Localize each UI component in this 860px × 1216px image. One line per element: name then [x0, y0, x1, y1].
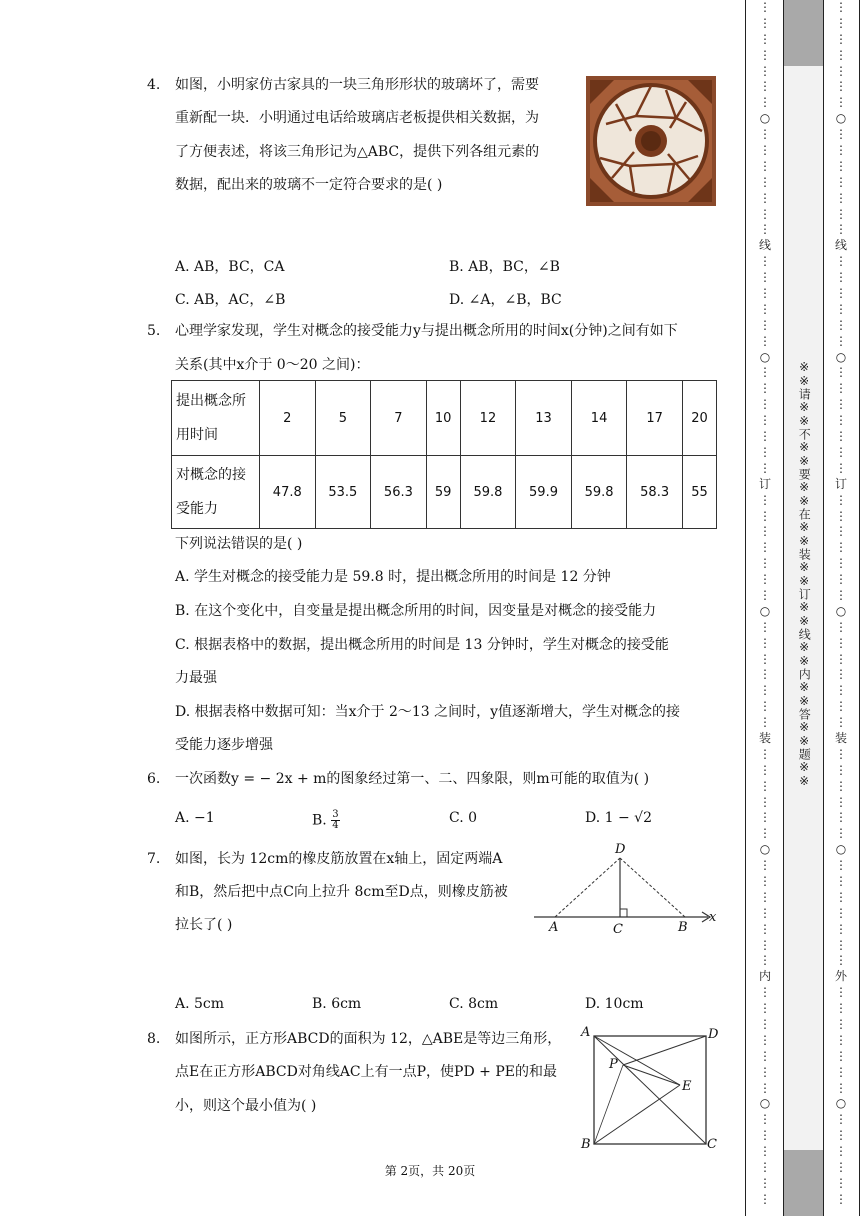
q6-option-a: A. −1 — [175, 810, 215, 826]
binding-dots: ⋮ — [759, 1064, 771, 1079]
binding-dots: ⋮ — [759, 1144, 771, 1159]
binding-dots: ⋮ — [835, 1144, 847, 1159]
inner-binding-column — [828, 0, 854, 1216]
binding-dots: ⋮ — [835, 47, 847, 62]
binding-dots: ⋮ — [835, 858, 847, 873]
q5-number: 5. — [147, 323, 161, 339]
binding-dots: ⋮ — [759, 524, 771, 539]
binding-dots: ⋮ — [835, 826, 847, 841]
binding-dots: ⋮ — [759, 937, 771, 952]
binding-dots: ⋮ — [759, 301, 771, 316]
binding-dots: ⋮ — [835, 429, 847, 444]
binding-dots: ⋮ — [835, 937, 847, 952]
binding-circle: ○ — [835, 349, 847, 364]
binding-dots: ⋮ — [759, 143, 771, 158]
binding-dots: ⋮ — [835, 587, 847, 602]
q5-option-a: A. 学生对概念的接受能力是 59.8 时，提出概念所用的时间是 12 分钟 — [175, 569, 611, 585]
binding-dots: ⋮ — [759, 79, 771, 94]
binding-dots: ⋮ — [835, 158, 847, 173]
binding-dots: ⋮ — [835, 1128, 847, 1143]
binding-dots: ⋮ — [835, 715, 847, 730]
binding-dots: ⋮ — [835, 1001, 847, 1016]
binding-dots: ⋮ — [835, 683, 847, 698]
q8-number: 8. — [147, 1031, 161, 1047]
binding-dots: ⋮ — [835, 460, 847, 475]
binding-dots: ⋮ — [759, 286, 771, 301]
table-row-ability — [172, 456, 717, 529]
binding-dots: ⋮ — [835, 174, 847, 189]
binding-dots: ⋮ — [835, 254, 847, 269]
table-cell: 56.3 — [371, 456, 427, 529]
binding-circle: ○ — [835, 842, 847, 857]
binding-dots: ⋮ — [759, 667, 771, 682]
binding-dots: ⋮ — [759, 222, 771, 237]
q4-option-d: D. ∠A，∠B，BC — [449, 292, 562, 308]
table-cell: 20 — [682, 381, 716, 456]
binding-dots: ⋮ — [835, 746, 847, 761]
binding-dots: ⋮ — [759, 683, 771, 698]
binding-dots: ⋮ — [835, 778, 847, 793]
binding-dots: ⋮ — [835, 794, 847, 809]
binding-dots: ⋮ — [759, 556, 771, 571]
binding-dots: ⋮ — [759, 905, 771, 920]
q5-option-b: B. 在这个变化中，自变量是提出概念所用的时间，因变量是对概念的接受能力 — [175, 603, 657, 619]
q6-line: 一次函数y = − 2x + m的图象经过第一、二、四象限，则m可能的取值为( ) — [175, 771, 650, 787]
binding-dots: ⋮ — [759, 127, 771, 142]
q7-line-3: 拉长了( ) — [175, 917, 233, 933]
q5-option-c-cont: 力最强 — [175, 670, 217, 686]
binding-dots: ⋮ — [759, 699, 771, 714]
binding-dots: ⋮ — [835, 143, 847, 158]
binding-dots: ⋮ — [835, 905, 847, 920]
binding-dots: ⋮ — [759, 587, 771, 602]
table-cell: 59.8 — [571, 456, 627, 529]
binding-circle: ○ — [835, 1096, 847, 1111]
binding-dots: ⋮ — [835, 1191, 847, 1206]
binding-dots: ⋮ — [835, 667, 847, 682]
q7-option-b: B. 6cm — [312, 996, 362, 1012]
binding-dots: ⋮ — [835, 1017, 847, 1031]
binding-dots: ⋮ — [835, 1032, 847, 1047]
binding-dots: ⋮ — [835, 1112, 847, 1127]
binding-dots: ⋮ — [835, 873, 847, 888]
binding-dots: ⋮ — [759, 810, 771, 825]
binding-dots: ⋮ — [835, 79, 847, 94]
q5-line-2: 关系(其中x介于 0～20 之间)： — [175, 357, 370, 373]
binding-dots: ⋮ — [759, 1128, 771, 1143]
binding-dots: ⋮ — [759, 47, 771, 62]
binding-dots: ⋮ — [835, 190, 847, 205]
binding-dots: ⋮ — [759, 365, 771, 380]
binding-dots: ⋮ — [835, 381, 847, 396]
table-cell: 2 — [260, 381, 316, 456]
q4-line-3: 了方便表述，将该三角形记为△ABC，提供下列各组元素的 — [175, 144, 540, 160]
q6-number: 6. — [147, 771, 161, 787]
binding-dots: ⋮ — [759, 540, 771, 555]
table-cell: 13 — [516, 381, 572, 456]
binding-dots: ⋮ — [835, 15, 847, 30]
binding-dots: ⋮ — [835, 270, 847, 285]
binding-label: 线 — [834, 238, 847, 253]
binding-dots: ⋮ — [759, 1048, 771, 1063]
binding-dots: ⋮ — [759, 413, 771, 428]
binding-dots: ⋮ — [835, 635, 847, 650]
binding-dots: ⋮ — [759, 444, 771, 459]
q5-line-1: 心理学家发现，学生对概念的接受能力y与提出概念所用的时间x(分钟)之间有如下 — [175, 323, 678, 339]
q7-number: 7. — [147, 851, 161, 867]
q7-line-2: 和B，然后把中点C向上拉升 8cm至D点，则橡皮筋被 — [175, 884, 508, 900]
label-b: B — [678, 920, 688, 935]
binding-dots: ⋮ — [759, 397, 771, 412]
q6-option-b: B. $\frac{3}{4}$ — [312, 809, 339, 831]
table-row-time — [172, 381, 717, 456]
label-c: C — [613, 922, 623, 937]
binding-dots: ⋮ — [835, 286, 847, 301]
binding-dots: ⋮ — [835, 63, 847, 78]
q6-option-c: C. 0 — [449, 810, 478, 826]
q7-line-1: 如图，长为 12cm的橡皮筋放置在x轴上，固定两端A — [175, 851, 503, 867]
table-cell: 59.9 — [516, 456, 572, 529]
binding-dots: ⋮ — [759, 174, 771, 189]
page-footer: 第 2页，共 20页 — [384, 1164, 476, 1178]
binding-circle: ○ — [759, 1096, 771, 1111]
binding-dots: ⋮ — [759, 762, 771, 777]
binding-dots: ⋮ — [835, 889, 847, 904]
q4-option-b: B. AB，BC，∠B — [449, 259, 560, 275]
binding-dots: ⋮ — [759, 635, 771, 650]
binding-dots: ⋮ — [835, 127, 847, 142]
binding-dots: ⋮ — [759, 1191, 771, 1206]
binding-dots: ⋮ — [759, 429, 771, 444]
binding-dots: ⋮ — [835, 699, 847, 714]
binding-dots: ⋮ — [835, 540, 847, 555]
binding-dots: ⋮ — [835, 444, 847, 459]
label-d: D — [615, 842, 626, 857]
binding-dots: ⋮ — [835, 508, 847, 523]
table-header-ability: 对概念的接受能力 — [172, 456, 260, 529]
binding-dots: ⋮ — [759, 873, 771, 888]
binding-dots: ⋮ — [835, 1175, 847, 1190]
q5-data-table — [171, 380, 717, 529]
binding-dots: ⋮ — [759, 190, 771, 205]
binding-dots: ⋮ — [835, 317, 847, 332]
binding-dots: ⋮ — [835, 556, 847, 571]
binding-border-left — [745, 0, 746, 1216]
q4-option-c: C. AB，AC，∠B — [175, 292, 286, 308]
binding-dots: ⋮ — [835, 1160, 847, 1175]
binding-label: 订 — [758, 476, 771, 491]
label-d: D — [708, 1027, 719, 1042]
binding-circle: ○ — [835, 603, 847, 618]
binding-circle: ○ — [759, 349, 771, 364]
binding-band-edge — [823, 0, 824, 1216]
binding-dots: ⋮ — [759, 826, 771, 841]
binding-circle: ○ — [835, 111, 847, 126]
binding-dots: ⋮ — [759, 921, 771, 936]
binding-dots: ⋮ — [759, 158, 771, 173]
binding-label: 订 — [834, 476, 847, 491]
table-cell: 47.8 — [260, 456, 316, 529]
binding-dots: ⋮ — [759, 619, 771, 634]
binding-dots: ⋮ — [835, 1064, 847, 1079]
table-cell: 59 — [426, 456, 460, 529]
label-p: P — [609, 1057, 618, 1072]
q7-option-a: A. 5cm — [175, 996, 225, 1012]
square-figure — [578, 1025, 723, 1155]
binding-dots: ⋮ — [759, 858, 771, 873]
binding-circle: ○ — [759, 842, 771, 857]
binding-dots: ⋮ — [835, 222, 847, 237]
binding-dots: ⋮ — [835, 651, 847, 666]
label-a: A — [549, 920, 559, 935]
binding-dots: ⋮ — [759, 985, 771, 1000]
table-cell: 7 — [371, 381, 427, 456]
outer-binding-column — [752, 0, 778, 1216]
binding-dots: ⋮ — [759, 746, 771, 761]
binding-warning-text: ※※请※※不※※要※※在※※装※※订※※线※※内※※答※※题※※ — [797, 360, 812, 788]
binding-dots: ⋮ — [759, 15, 771, 30]
label-b: B — [581, 1137, 591, 1152]
q4-line-4: 数据，配出来的玻璃不一定符合要求的是( ) — [175, 177, 443, 193]
q8-line-1: 如图所示，正方形ABCD的面积为 12，△ABE是等边三角形， — [175, 1031, 562, 1047]
binding-circle: ○ — [759, 111, 771, 126]
q5-option-d: D. 根据表格中数据可知：当x介于 2～13 之间时，y值逐渐增大，学生对概念的接 — [175, 704, 681, 720]
q7-option-d: D. 10cm — [585, 996, 644, 1012]
binding-dots: ⋮ — [759, 778, 771, 793]
table-header-time: 提出概念所用时间 — [172, 381, 260, 456]
binding-warning — [793, 360, 815, 791]
binding-dots: ⋮ — [759, 1001, 771, 1016]
binding-dots: ⋮ — [835, 1048, 847, 1063]
binding-dots: ⋮ — [759, 572, 771, 587]
binding-dots: ⋮ — [835, 1080, 847, 1095]
binding-dots: ⋮ — [835, 921, 847, 936]
binding-dots: ⋮ — [759, 889, 771, 904]
binding-label: 装 — [834, 730, 847, 745]
binding-dots: ⋮ — [759, 953, 771, 968]
lattice-glass-picture — [586, 76, 716, 206]
table-cell: 10 — [426, 381, 460, 456]
binding-dots: ⋮ — [835, 0, 847, 14]
binding-dots: ⋮ — [759, 1175, 771, 1190]
binding-label: 线 — [758, 238, 771, 253]
binding-dots: ⋮ — [759, 1080, 771, 1095]
label-e: E — [682, 1079, 692, 1094]
binding-dots: ⋮ — [835, 619, 847, 634]
q8-line-3: 小，则这个最小值为( ) — [175, 1098, 317, 1114]
binding-dots: ⋮ — [759, 508, 771, 523]
binding-dots: ⋮ — [759, 95, 771, 110]
fraction-three-quarters: $\frac{3}{4}$ — [332, 809, 339, 831]
table-cell: 14 — [571, 381, 627, 456]
binding-dots: ⋮ — [835, 524, 847, 539]
q5-option-d-cont: 受能力逐步增强 — [175, 737, 273, 753]
binding-dots: ⋮ — [759, 333, 771, 348]
binding-dots: ⋮ — [759, 270, 771, 285]
binding-dots: ⋮ — [835, 492, 847, 507]
binding-dots: ⋮ — [835, 397, 847, 412]
binding-dots: ⋮ — [835, 365, 847, 380]
binding-dots: ⋮ — [759, 492, 771, 507]
binding-dots: ⋮ — [759, 317, 771, 332]
binding-dots: ⋮ — [835, 95, 847, 110]
table-cell: 58.3 — [627, 456, 683, 529]
binding-dots: ⋮ — [835, 985, 847, 1000]
binding-dots: ⋮ — [759, 651, 771, 666]
q5-option-c: C. 根据表格中的数据，提出概念所用的时间是 13 分钟时，学生对概念的接受能 — [175, 637, 669, 653]
binding-dots: ⋮ — [759, 715, 771, 730]
binding-band-edge — [783, 0, 784, 1216]
table-cell: 59.8 — [460, 456, 516, 529]
table-cell: 5 — [315, 381, 371, 456]
binding-label: 外 — [834, 969, 847, 984]
q6-option-d: D. 1 − √2 — [585, 810, 652, 826]
binding-dots: ⋮ — [759, 206, 771, 221]
label-x: x — [709, 910, 717, 925]
binding-dots: ⋮ — [835, 810, 847, 825]
binding-dots: ⋮ — [835, 333, 847, 348]
binding-dots: ⋮ — [835, 413, 847, 428]
q4-line-1: 如图，小明家仿古家具的一块三角形形状的玻璃坏了，需要 — [175, 77, 539, 93]
binding-circle: ○ — [759, 603, 771, 618]
q7-option-c: C. 8cm — [449, 996, 499, 1012]
binding-dots: ⋮ — [759, 460, 771, 475]
binding-dots: ⋮ — [835, 206, 847, 221]
q4-number: 4. — [147, 77, 161, 93]
table-cell: 12 — [460, 381, 516, 456]
binding-dots: ⋮ — [759, 1112, 771, 1127]
binding-dots: ⋮ — [759, 254, 771, 269]
binding-dots: ⋮ — [835, 31, 847, 46]
label-c: C — [707, 1137, 717, 1152]
binding-dots: ⋮ — [835, 762, 847, 777]
binding-label: 内 — [758, 969, 771, 984]
binding-dots: ⋮ — [759, 1017, 771, 1031]
q4-line-2: 重新配一块．小明通过电话给玻璃店老板提供相关数据，为 — [175, 110, 539, 126]
binding-label: 装 — [758, 730, 771, 745]
table-cell: 17 — [627, 381, 683, 456]
q5-prompt: 下列说法错误的是( ) — [175, 536, 303, 552]
binding-dots: ⋮ — [759, 0, 771, 14]
binding-dots: ⋮ — [759, 31, 771, 46]
table-cell: 55 — [682, 456, 716, 529]
binding-dots: ⋮ — [759, 63, 771, 78]
q4-option-a: A. AB，BC，CA — [175, 259, 285, 275]
binding-dots: ⋮ — [759, 1032, 771, 1047]
binding-dots: ⋮ — [835, 301, 847, 316]
q8-line-2: 点E在正方形ABCD对角线AC上有一点P，使PD + PE的和最 — [175, 1064, 557, 1080]
binding-dots: ⋮ — [835, 572, 847, 587]
label-a: A — [581, 1025, 591, 1040]
binding-dots: ⋮ — [759, 794, 771, 809]
rubber-band-figure — [530, 840, 720, 940]
binding-dots: ⋮ — [759, 1160, 771, 1175]
table-cell: 53.5 — [315, 456, 371, 529]
binding-dots: ⋮ — [759, 381, 771, 396]
binding-dots: ⋮ — [835, 953, 847, 968]
